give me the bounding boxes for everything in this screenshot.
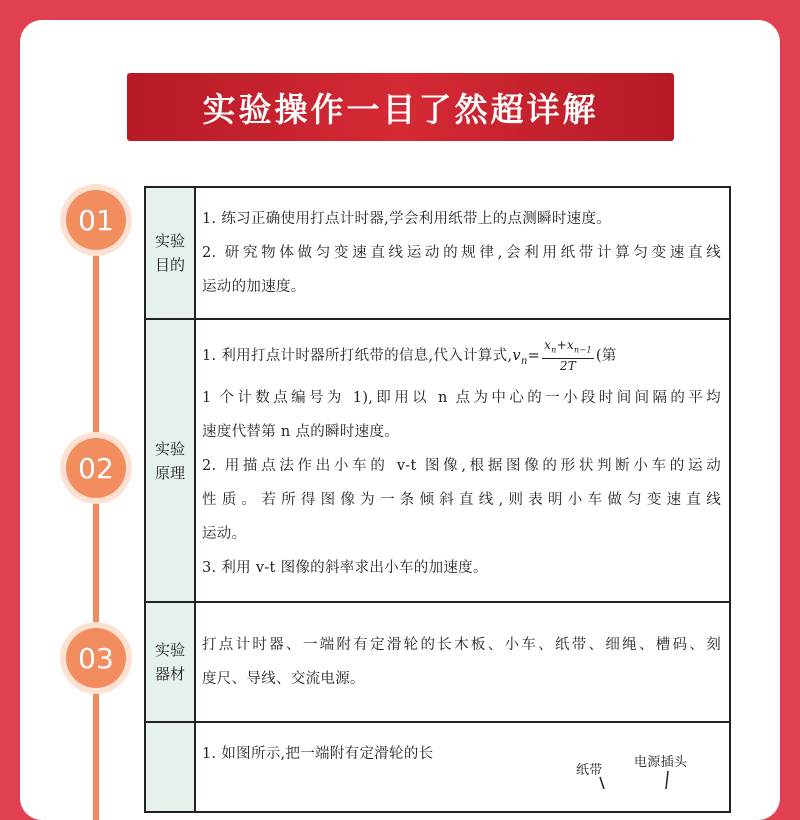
label-line: 实验 [154,232,185,250]
text-line: 2. 研究物体做匀变速直线运动的规律,会利用纸带计算匀变速直线 [202,245,721,261]
numerator-sub2: n−1 [574,345,592,355]
experiment-table [144,186,731,813]
row-content-principle [195,319,730,602]
formula-lhs-sub: n [520,355,528,367]
row-label-purpose [145,187,195,319]
row-content-steps [195,722,730,812]
row-content-purpose [195,187,730,319]
text-line: 速度代替第 n 点的瞬时速度。 [202,424,400,441]
text-line: 打点计时器、一端附有定滑轮的长木板、小车、纸带、细绳、槽码、刻 [202,637,721,653]
apparatus-figure [564,745,724,785]
text-line: 运动的加速度。 [202,279,306,295]
formula-prefix: 1. 利用打点计时器所打纸带的信息,代入计算式, [202,347,513,364]
content-card [20,20,780,820]
table-row-steps [145,722,730,812]
row-label-steps [145,722,195,812]
figure-label-plug: 电源插头 [634,755,688,770]
text-line: 1 个计数点编号为 1),即用以 n 点为中心的一小段时间间隔的平均 [202,390,721,407]
denominator: 2T [559,358,577,373]
numerator-x: x [544,338,552,353]
timeline-line [93,245,99,820]
row-label-principle [145,319,195,602]
label-line: 目的 [154,256,185,274]
formula-line: 1. 利用打点计时器所打纸带的信息,代入计算式$,v_n=$ $\frac{x_n+x_{n-1}}{2T}$ (第 [202,338,617,373]
text-line: 1. 如图所示,把一端附有定滑轮的长 [202,746,434,762]
table-row-purpose [145,187,730,319]
row-content-equipment [195,602,730,722]
text-line: 1. 练习正确使用打点计时器,学会利用纸带上的点测瞬时速度。 [202,211,612,227]
page-title-banner: 实验操作一目了然超详解 [127,73,674,141]
text-line: 3. 利用 v-t 图像的斜率求出小车的加速度。 [202,560,488,577]
text-line: 性质。若所得图像为一条倾斜直线,则表明小车做匀变速直线 [202,492,721,509]
figure-label-tape: 纸带 [576,763,603,778]
table-row-equipment [145,602,730,722]
formula-lhs: v [512,347,521,364]
row-label-equipment [145,602,195,722]
text-line: 运动。 [202,526,247,543]
figure-sketch [564,745,724,789]
step-number-01: 01 [66,190,126,250]
step-number-02: 02 [66,438,126,498]
step-number-03: 03 [66,628,126,688]
text-line: 度尺、导线、交流电源。 [202,671,365,687]
numerator-sub1: n [551,345,557,355]
label-line: 实验 [154,439,185,458]
numerator-plus: + [556,338,567,353]
formula-fraction [542,338,594,372]
formula-suffix: (第 [595,347,617,364]
label-line: 原理 [154,463,185,482]
text-line: 2. 用描点法作出小车的 v-t 图像,根据图像的形状判断小车的运动 [202,458,721,475]
label-line: 实验 [154,641,185,659]
numerator-x2: x [566,338,575,353]
label-line: 器材 [154,665,185,683]
table-row-principle [145,319,730,602]
